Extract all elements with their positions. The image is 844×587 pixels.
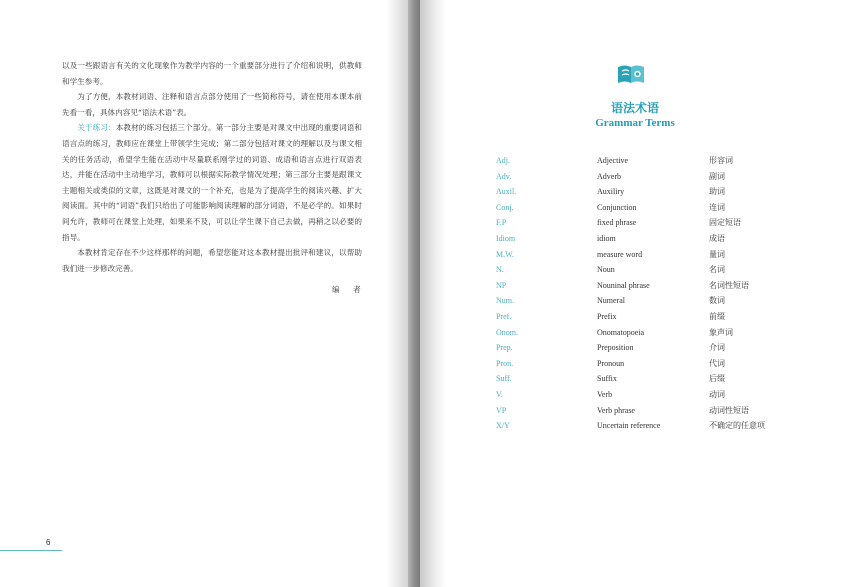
term-abbreviation: Auxil.: [496, 187, 517, 197]
book-emblem-icon: [616, 62, 646, 86]
term-abbreviation: Idiom: [496, 233, 516, 243]
term-english: Adverb: [597, 171, 621, 181]
term-row: [496, 231, 796, 247]
gutter-shadow-left: [386, 0, 408, 587]
term-abbreviation: NP: [496, 280, 507, 290]
term-chinese: 助词: [709, 187, 725, 197]
term-abbreviation: N.: [496, 265, 504, 275]
title-english: Grammar Terms: [595, 117, 675, 129]
term-english: Suffix: [597, 374, 617, 384]
term-chinese: 不确定的任意项: [709, 421, 765, 431]
paragraph-3-text: 本教材的练习包括三个部分。第一部分主要是对课文中出现的重要词语和语言点的练习，教师应在课堂上带领学生完成；第二部分包括对课文的理解以及与课文相关的任务活动，希望学生能在活动中尽量联系刚学过的词语、成语和语言点进行双语表达，并能在活动中主动地学习，教师可以根据实际教学情况处理；第三部分主要是跟课文主题相关或类似的文章，这既是对课文的一个补充，也是为了提高学生的阅读兴趣、扩大阅读面。其中的“词语”我们只给出了可能影响阅读理解的部分词语，不是必学的。如果时间允许，教师可在课堂上处理，如果来不及，可以让学生课下自己去做，再稍之以必要的指导。: [62, 123, 363, 242]
term-english: Verb: [597, 389, 613, 399]
term-row: [496, 215, 796, 231]
term-chinese: 固定短语: [709, 218, 741, 228]
term-english: Uncertain reference: [597, 421, 661, 431]
paragraph-3: [62, 120, 362, 245]
term-chinese: 动词: [709, 389, 725, 399]
preface-text: [62, 58, 362, 276]
paragraph-2: 为了方便，本教材词语、注释和语言点部分使用了一些简称符号，请在使用本课本前先看一看，具体内容见“语法术语”表。: [62, 92, 362, 117]
term-chinese: 名词: [709, 265, 725, 275]
term-abbreviation: VP: [496, 405, 507, 415]
term-chinese: 形容词: [709, 156, 733, 165]
term-chinese: 数词: [709, 296, 725, 306]
term-chinese: 连词: [709, 202, 725, 212]
term-english: Noun: [597, 265, 615, 275]
term-row: [496, 371, 796, 387]
term-chinese: 名词性短语: [709, 280, 749, 290]
term-abbreviation: Num.: [496, 296, 514, 306]
paragraph-1: 以及一些跟语言有关的文化现象作为教学内容的一个重要部分进行了介绍和说明，供教师和学生参考。: [62, 61, 362, 86]
term-abbreviation: Conj.: [496, 202, 514, 212]
term-chinese: 动词性短语: [709, 405, 749, 415]
term-english: idiom: [597, 233, 616, 243]
term-row: [496, 153, 796, 169]
term-chinese: 成语: [709, 233, 725, 243]
term-row: [496, 169, 796, 185]
term-abbreviation: F.P: [496, 218, 507, 228]
term-row: [496, 184, 796, 200]
term-english: Preposition: [597, 343, 634, 353]
term-english: Adjective: [597, 156, 629, 165]
term-row: [496, 325, 796, 341]
term-english: Pronoun: [597, 358, 625, 368]
term-row: [496, 340, 796, 356]
gutter-shadow-right: [420, 0, 446, 587]
term-abbreviation: Pref.: [496, 311, 512, 321]
term-chinese: 后缀: [709, 374, 725, 384]
term-row: [496, 403, 796, 419]
grammar-terms-list: [496, 153, 796, 434]
term-english: Auxiliry: [597, 187, 625, 197]
term-english: Numeral: [597, 296, 625, 306]
term-abbreviation: Suff.: [496, 374, 512, 384]
footer-rule: [0, 550, 62, 551]
term-chinese: 代词: [709, 358, 725, 368]
term-row: [496, 262, 796, 278]
term-chinese: 介词: [709, 343, 725, 353]
term-english: Nouninal phrase: [597, 280, 650, 290]
term-row: [496, 387, 796, 403]
term-row: [496, 247, 796, 263]
term-english: Onomatopoeia: [597, 327, 645, 337]
page-number: 6: [46, 538, 51, 547]
term-row: [496, 356, 796, 372]
term-english: fixed phrase: [597, 218, 637, 228]
term-chinese: 象声词: [709, 327, 733, 337]
term-row: [496, 278, 796, 294]
term-english: Verb phrase: [597, 405, 635, 415]
term-english: measure word: [597, 249, 643, 259]
term-abbreviation: Adv.: [496, 171, 512, 181]
term-row: [496, 418, 796, 434]
left-page: [0, 0, 403, 587]
term-row: [496, 200, 796, 216]
exercise-label: 关于练习：: [77, 123, 116, 133]
term-chinese: 前缀: [709, 311, 725, 321]
term-abbreviation: Prep.: [496, 343, 513, 353]
term-abbreviation: Pron.: [496, 358, 514, 368]
term-row: [496, 293, 796, 309]
term-abbreviation: Adj.: [496, 156, 510, 165]
term-abbreviation: M.W.: [496, 249, 514, 259]
title-chinese: 语法术语: [610, 101, 659, 115]
term-english: Prefix: [597, 311, 617, 321]
term-english: Conjunction: [597, 202, 637, 212]
term-abbreviation: Onom.: [496, 327, 518, 337]
paragraph-4: 本教材肯定存在不少这样那样的问题，希望您能对这本教材提出批评和建议，以帮助我们进一步修改完善。: [62, 248, 362, 273]
term-abbreviation: X/Y: [496, 421, 510, 431]
gutter-fold: [408, 0, 420, 587]
term-abbreviation: V.: [496, 389, 503, 399]
term-row: [496, 309, 796, 325]
term-chinese: 量词: [709, 249, 725, 259]
editor-signature: 编 者: [332, 285, 364, 294]
term-chinese: 副词: [709, 171, 725, 181]
